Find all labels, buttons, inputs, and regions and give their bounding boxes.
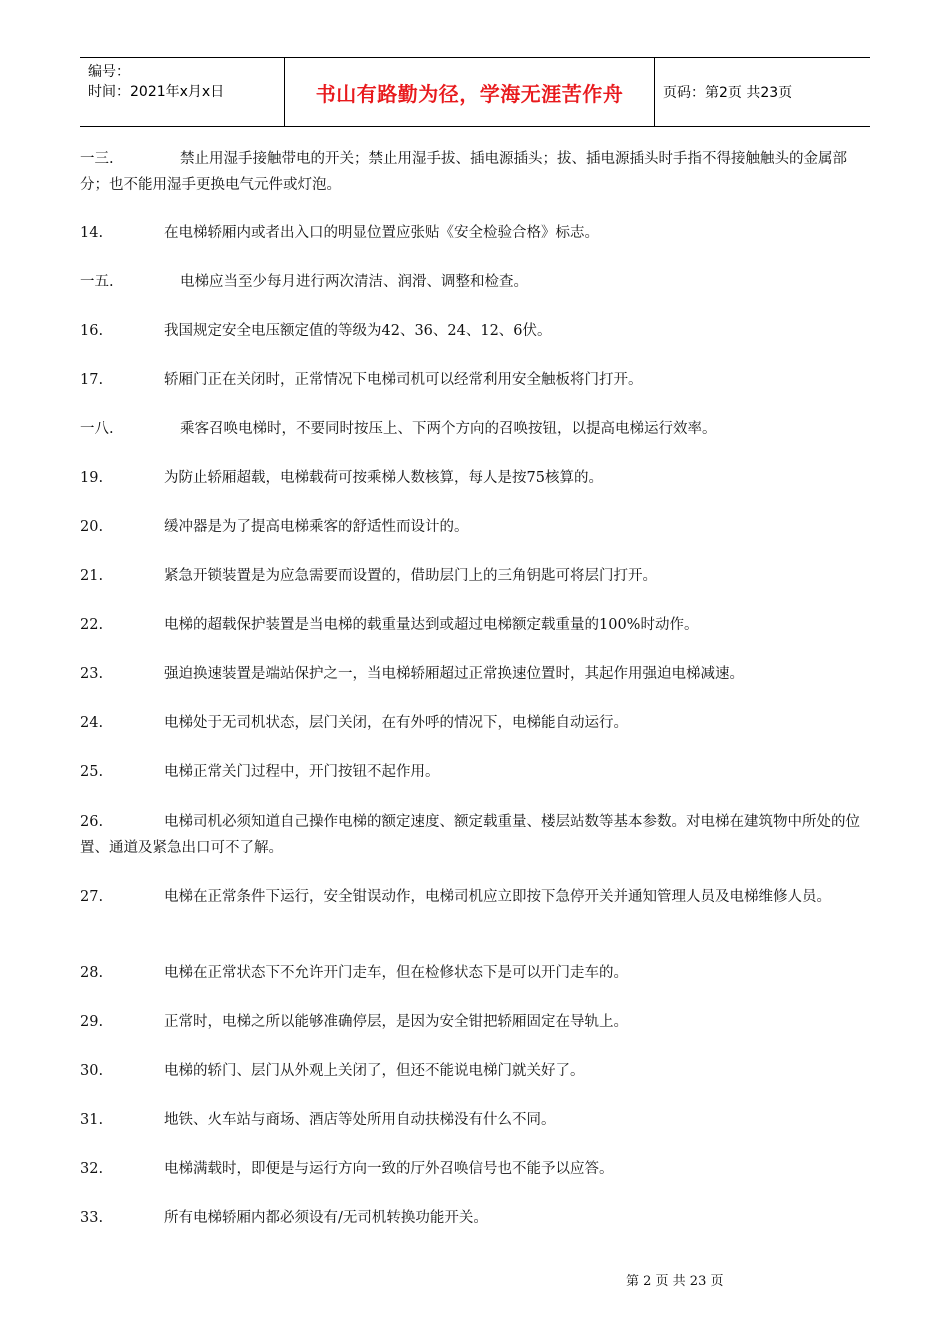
item-number: 26. xyxy=(80,814,104,830)
item-text: 电梯司机必须知道自己操作电梯的额定速度、额定载重量、楼层站数等基本参数。对电梯在建筑物中所处的位置、通道及紧急出口可不了解。 xyxy=(80,814,860,856)
item-text: 在电梯轿厢内或者出入口的明显位置应张贴《安全检验合格》标志。 xyxy=(164,225,599,241)
item-text: 禁止用湿手接触带电的开关；禁止用湿手拔、插电源插头；拔、插电源插头时手指不得接触触头的金属部分；也不能用湿手更换电气元件或灯泡。 xyxy=(80,151,847,193)
item-number: 20. xyxy=(80,519,104,535)
question-item xyxy=(80,809,870,861)
item-number: 31. xyxy=(80,1112,104,1128)
question-item xyxy=(80,710,870,736)
question-item xyxy=(80,269,870,295)
question-item xyxy=(80,146,870,198)
question-item xyxy=(80,759,870,785)
item-number: 25. xyxy=(80,764,104,780)
question-item xyxy=(80,220,870,246)
question-item xyxy=(80,1205,870,1231)
header-meta xyxy=(80,58,285,126)
item-number: 32. xyxy=(80,1161,104,1177)
item-number: 33. xyxy=(80,1210,104,1226)
item-number: 21. xyxy=(80,568,104,584)
document-header xyxy=(80,57,870,127)
question-item xyxy=(80,661,870,687)
question-item xyxy=(80,884,870,910)
item-text: 电梯处于无司机状态，层门关闭，在有外呼的情况下，电梯能自动运行。 xyxy=(164,715,628,731)
item-number: 22. xyxy=(80,617,104,633)
serial-label: 编号： xyxy=(88,64,130,80)
item-number: 一五. xyxy=(80,274,114,290)
question-item xyxy=(80,465,870,491)
question-item xyxy=(80,367,870,393)
question-item xyxy=(80,1107,870,1133)
question-item xyxy=(80,1156,870,1182)
item-text: 为防止轿厢超载，电梯载荷可按乘梯人数核算，每人是按75核算的。 xyxy=(164,470,603,486)
item-number: 30. xyxy=(80,1063,104,1079)
page-footer: 第 2 页 共 23 页 xyxy=(626,1274,724,1289)
item-text: 所有电梯轿厢内都必须设有/无司机转换功能开关。 xyxy=(164,1210,488,1226)
item-text: 我国规定安全电压额定值的等级为42、36、24、12、6伏。 xyxy=(164,323,552,339)
item-text: 电梯应当至少每月进行两次清洁、润滑、调整和检查。 xyxy=(180,274,528,290)
question-item xyxy=(80,514,870,540)
item-number: 28. xyxy=(80,965,104,981)
question-item xyxy=(80,563,870,589)
question-item xyxy=(80,416,870,442)
item-number: 一三. xyxy=(80,151,114,167)
item-text: 电梯正常关门过程中，开门按钮不起作用。 xyxy=(164,764,440,780)
question-item xyxy=(80,1009,870,1035)
item-number: 14. xyxy=(80,225,104,241)
item-text: 电梯满载时，即便是与运行方向一致的厅外召唤信号也不能予以应答。 xyxy=(164,1161,614,1177)
question-item xyxy=(80,318,870,344)
item-number: 16. xyxy=(80,323,104,339)
item-text: 强迫换速装置是端站保护之一，当电梯轿厢超过正常换速位置时，其起作用强迫电梯减速。 xyxy=(164,666,744,682)
item-text: 地铁、火车站与商场、酒店等处所用自动扶梯没有什么不同。 xyxy=(164,1112,556,1128)
item-number: 24. xyxy=(80,715,104,731)
question-item xyxy=(80,960,870,986)
item-number: 27. xyxy=(80,889,104,905)
item-text: 乘客召唤电梯时，不要同时按压上、下两个方向的召唤按钮，以提高电梯运行效率。 xyxy=(180,421,717,437)
question-item xyxy=(80,612,870,638)
item-number: 19. xyxy=(80,470,104,486)
item-text: 正常时，电梯之所以能够准确停层，是因为安全钳把轿厢固定在导轨上。 xyxy=(164,1014,628,1030)
time-label: 时间：2021年x月x日 xyxy=(88,84,225,100)
item-text: 电梯在正常状态下不允许开门走车，但在检修状态下是可以开门走车的。 xyxy=(164,965,628,981)
item-text: 轿厢门正在关闭时，正常情况下电梯司机可以经常利用安全触板将门打开。 xyxy=(164,372,643,388)
item-number: 23. xyxy=(80,666,104,682)
header-motto: 书山有路勤为径，学海无涯苦作舟 xyxy=(285,58,655,126)
item-text: 电梯在正常条件下运行，安全钳误动作，电梯司机应立即按下急停开关并通知管理人员及电梯维修人员。 xyxy=(164,889,831,905)
item-text: 电梯的超载保护装置是当电梯的载重量达到或超过电梯额定载重量的100%时动作。 xyxy=(164,617,699,633)
item-text: 紧急开锁装置是为应急需要而设置的，借助层门上的三角钥匙可将层门打开。 xyxy=(164,568,657,584)
item-text: 缓冲器是为了提高电梯乘客的舒适性而设计的。 xyxy=(164,519,469,535)
item-text: 电梯的轿门、层门从外观上关闭了，但还不能说电梯门就关好了。 xyxy=(164,1063,585,1079)
item-number: 一八. xyxy=(80,421,114,437)
item-number: 29. xyxy=(80,1014,104,1030)
item-number: 17. xyxy=(80,372,104,388)
question-item xyxy=(80,1058,870,1084)
header-page-info: 页码：第2页 共23页 xyxy=(663,85,793,101)
